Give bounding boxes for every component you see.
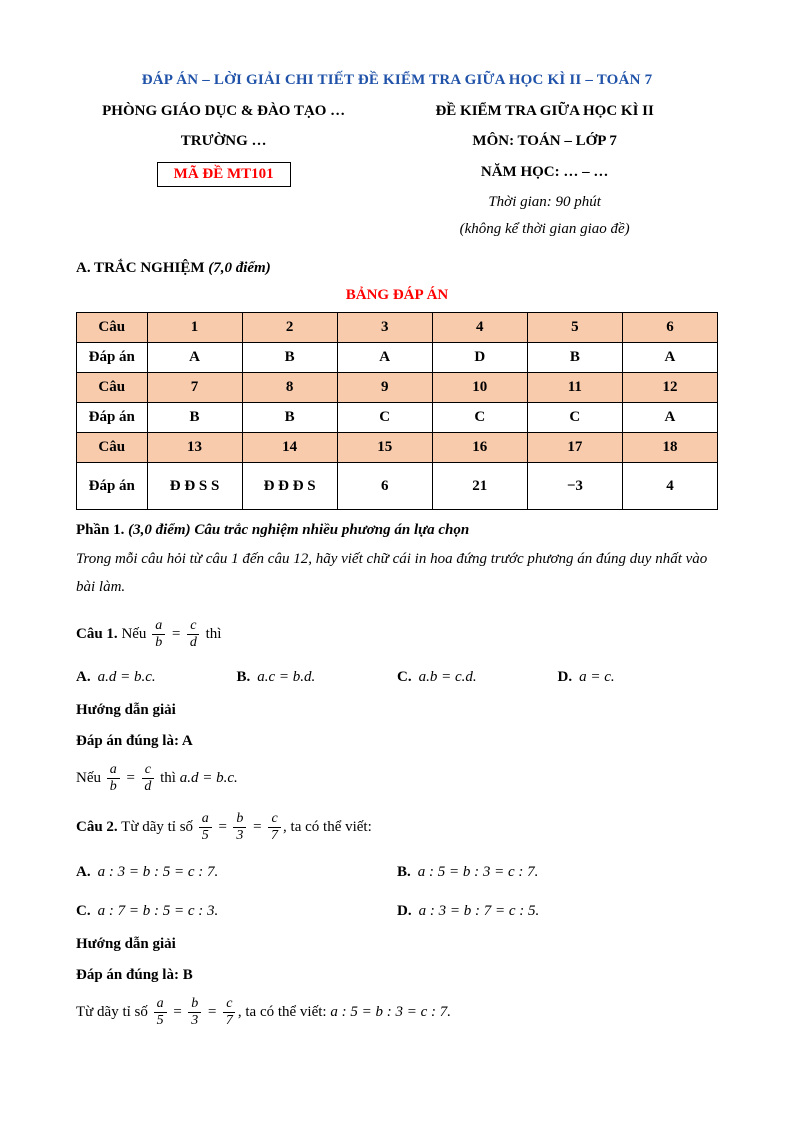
table-cell: 5 [527, 313, 622, 343]
option-text: a : 5 = b : 3 = c : 7. [417, 864, 539, 881]
row-label: Câu [77, 313, 148, 343]
row-label: Câu [77, 373, 148, 403]
answer-table [76, 312, 718, 510]
option-c [397, 669, 558, 686]
table-cell: 17 [527, 433, 622, 463]
table-cell: A [622, 403, 717, 433]
fraction-numerator: b [188, 996, 201, 1013]
fraction-c-over-d [141, 762, 154, 795]
row-label: Câu [77, 433, 148, 463]
fraction-a-over-5 [154, 996, 167, 1029]
fraction-denominator: b [155, 634, 163, 650]
table-row-cau-2 [77, 373, 718, 403]
option-label: D. [397, 903, 412, 920]
question-2-options [76, 864, 718, 920]
question-1-options [76, 669, 718, 686]
subject-line: MÔN: TOÁN – LỚP 7 [472, 133, 617, 150]
table-cell: A [622, 343, 717, 373]
section-a-label: A. TRẮC NGHIỆM [76, 260, 205, 277]
table-cell: B [242, 343, 337, 373]
fraction-a-over-b [107, 762, 120, 795]
option-label: D. [557, 668, 573, 685]
exam-code-box: MÃ ĐỀ MT101 [157, 162, 291, 187]
solution-pre-text: Nếu [76, 769, 101, 786]
fraction-denominator: d [189, 634, 197, 650]
option-label: B. [236, 668, 251, 685]
duration-note-line: (không kể thời gian giao đề) [459, 221, 630, 237]
solution-mid-text: thì [160, 769, 176, 786]
option-text: a : 7 = b : 5 = c : 3. [97, 903, 219, 920]
equals-sign: = [252, 819, 263, 836]
fraction-numerator: c [142, 762, 154, 779]
question-1-label: Câu 1. [76, 625, 118, 642]
table-cell: A [337, 343, 432, 373]
option-b [237, 669, 398, 686]
option-label: A. [76, 864, 91, 881]
fraction-numerator: a [199, 811, 212, 828]
option-label: C. [397, 668, 412, 685]
option-label: A. [76, 668, 91, 685]
part1-heading [76, 522, 718, 539]
answer-table-title: BẢNG ĐÁP ÁN [345, 287, 449, 304]
option-text: a = c. [579, 668, 615, 685]
question-2-solution [76, 996, 718, 1029]
equals-sign: = [217, 819, 228, 836]
option-d [558, 669, 719, 686]
fraction-denominator: 5 [201, 828, 209, 844]
question-1-stem [76, 618, 718, 651]
table-cell: 21 [432, 463, 527, 510]
table-row-dapan-3 [77, 463, 718, 510]
table-cell: 7 [147, 373, 242, 403]
option-label: B. [397, 864, 411, 881]
table-cell: B [242, 403, 337, 433]
question-2-post-text: , ta có thể viết: [283, 819, 372, 836]
table-cell: 15 [337, 433, 432, 463]
fraction-numerator: c [223, 996, 235, 1013]
question-2-guide-heading: Hướng dẫn giải [76, 936, 176, 953]
part1-label: Phần 1. [76, 522, 125, 539]
solution-result: a : 5 = b : 3 = c : 7. [330, 1004, 451, 1021]
header-left [76, 101, 371, 246]
option-text: a.b = c.d. [418, 668, 477, 685]
row-label: Đáp án [77, 463, 148, 510]
fraction-denominator: 5 [156, 1013, 164, 1029]
table-cell: 14 [242, 433, 337, 463]
question-1-correct-answer: Đáp án đúng là: A [76, 732, 193, 749]
table-cell: 6 [337, 463, 432, 510]
option-label: C. [76, 903, 91, 920]
fraction-denominator: d [144, 779, 152, 795]
equals-sign: = [170, 625, 182, 642]
fraction-denominator: 3 [236, 828, 244, 844]
school-year-line: NĂM HỌC: … – … [480, 163, 609, 180]
fraction-numerator: a [107, 762, 120, 779]
fraction-b-over-3 [233, 811, 246, 844]
option-text: a.d = b.c. [97, 668, 156, 685]
fraction-numerator: c [268, 811, 280, 828]
question-1-pre-text: Nếu [121, 625, 147, 642]
table-row-dapan-2 [77, 403, 718, 433]
question-2-pre-text: Từ dãy tỉ số [121, 819, 194, 836]
equals-sign: = [172, 1004, 183, 1021]
table-cell: 6 [622, 313, 717, 343]
table-cell: 8 [242, 373, 337, 403]
fraction-c-over-d [187, 618, 200, 651]
part1-heading-text: (3,0 điểm) Câu trắc nghiệm nhiều phương án lựa chọn [128, 522, 470, 539]
table-cell: 4 [622, 463, 717, 510]
question-1-guide-heading: Hướng dẫn giải [76, 701, 176, 718]
option-b [397, 864, 718, 881]
option-text: a : 3 = b : 5 = c : 7. [97, 864, 219, 881]
fraction-c-over-7 [223, 996, 236, 1029]
fraction-numerator: c [187, 618, 199, 635]
table-cell: Đ Đ Đ S [242, 463, 337, 510]
duration-line: Thời gian: 90 phút [488, 193, 601, 210]
section-a-heading [76, 260, 718, 277]
solution-mid-text: , ta có thể viết: [237, 1004, 327, 1021]
table-cell: 10 [432, 373, 527, 403]
fraction-c-over-7 [268, 811, 281, 844]
document-title: ĐÁP ÁN – LỜI GIẢI CHI TIẾT ĐỀ KIỂM TRA GIỮA HỌC KÌ II – TOÁN 7 [141, 72, 653, 88]
option-a [76, 669, 237, 686]
table-cell: B [527, 343, 622, 373]
table-cell: 1 [147, 313, 242, 343]
table-cell: A [147, 343, 242, 373]
solution-result: a.d = b.c. [179, 769, 238, 786]
fraction-numerator: a [152, 618, 165, 635]
table-cell: 18 [622, 433, 717, 463]
table-cell: −3 [527, 463, 622, 510]
exam-title-line: ĐỀ KIỂM TRA GIỮA HỌC KÌ II [435, 103, 654, 119]
part1-instructions: Trong mỗi câu hỏi từ câu 1 đến câu 12, hãy viết chữ cái in hoa đứng trước phương án đúng duy nhất vào bài làm. [76, 551, 708, 595]
row-label: Đáp án [77, 403, 148, 433]
option-c [76, 903, 397, 920]
option-a [76, 864, 397, 881]
equals-sign: = [125, 769, 136, 786]
table-cell: 9 [337, 373, 432, 403]
table-cell: 13 [147, 433, 242, 463]
table-row-dapan-1 [77, 343, 718, 373]
fraction-b-over-3 [188, 996, 201, 1029]
fraction-denominator: 3 [191, 1013, 199, 1029]
question-2-label: Câu 2. [76, 819, 118, 836]
table-row-cau-3 [77, 433, 718, 463]
table-cell: 4 [432, 313, 527, 343]
fraction-numerator: a [154, 996, 167, 1013]
table-cell: Đ Đ S S [147, 463, 242, 510]
question-2-stem [76, 811, 718, 844]
option-text: a.c = b.d. [257, 668, 316, 685]
equals-sign: = [207, 1004, 218, 1021]
option-d [397, 903, 718, 920]
option-text: a : 3 = b : 7 = c : 5. [418, 903, 540, 920]
table-cell: 11 [527, 373, 622, 403]
row-label: Đáp án [77, 343, 148, 373]
school-line: TRƯỜNG … [180, 133, 267, 150]
table-cell: 2 [242, 313, 337, 343]
exam-header [76, 101, 718, 246]
table-cell: 16 [432, 433, 527, 463]
department-line: PHÒNG GIÁO DỤC & ĐÀO TẠO … [102, 103, 346, 119]
table-row-cau-1 [77, 313, 718, 343]
fraction-numerator: b [233, 811, 246, 828]
header-right [371, 101, 718, 246]
table-cell: B [147, 403, 242, 433]
fraction-a-over-5 [199, 811, 212, 844]
fraction-a-over-b [152, 618, 165, 651]
fraction-denominator: 7 [271, 828, 279, 844]
table-cell: D [432, 343, 527, 373]
question-1-post-text: thì [205, 625, 222, 642]
fraction-denominator: b [109, 779, 117, 795]
table-cell: C [337, 403, 432, 433]
table-cell: 12 [622, 373, 717, 403]
question-1-solution [76, 762, 718, 795]
table-cell: C [432, 403, 527, 433]
table-cell: C [527, 403, 622, 433]
fraction-denominator: 7 [225, 1013, 233, 1029]
question-2-correct-answer: Đáp án đúng là: B [76, 967, 193, 984]
section-a-points: (7,0 điểm) [208, 260, 271, 277]
solution-pre-text: Từ dãy tỉ số [76, 1004, 148, 1021]
table-cell: 3 [337, 313, 432, 343]
exam-code-wrap [76, 162, 371, 187]
